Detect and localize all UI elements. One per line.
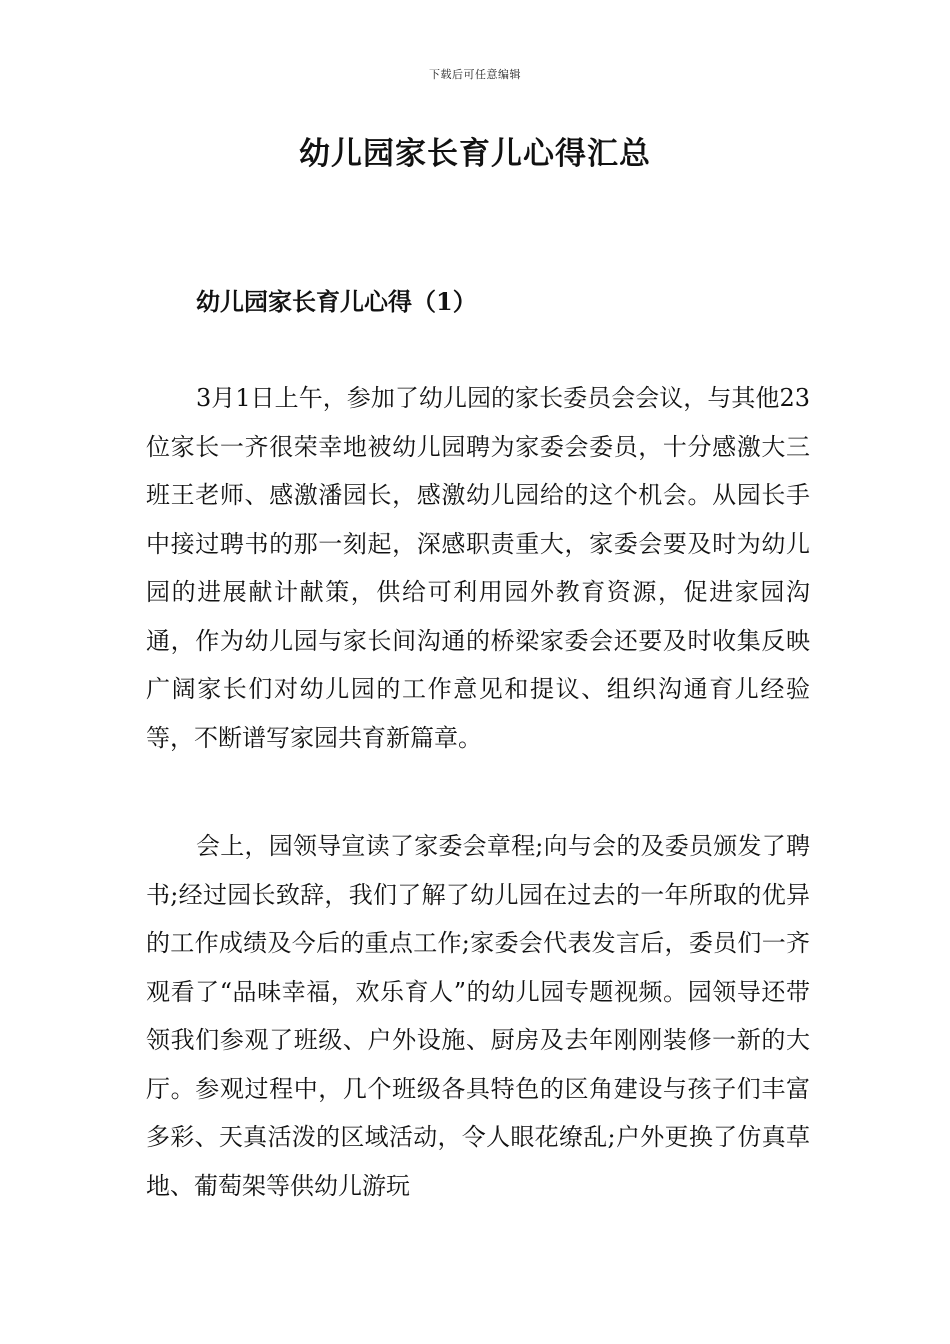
section-heading: 幼儿园家长育儿心得（1） — [196, 287, 477, 316]
document-title: 幼儿园家长育儿心得汇总 — [299, 136, 651, 172]
header-note: 下载后可任意编辑 — [429, 68, 521, 81]
body-paragraph: 会上，园领导宣读了家委会章程;向与会的及委员颁发了聘书;经过园长致辞，我们了解了幼儿园在过去的一年所取的优异的工作成绩及今后的重点工作;家委会代表发言后，委员们一齐观看了“品味幸福，欢乐育人”的幼儿园专题视频。园领导还带领我们参观了班级、户外设施、厨房及去年刚刚装修一新的大厅。参观过程中，几个班级各具特色的区角建设与孩子们丰富多彩、天真活泼的区域活动，令人眼花缭乱;户外更换了仿真草地、葡萄架等供幼儿游玩 — [146, 832, 810, 1200]
body-paragraph: 3月1日上午，参加了幼儿园的家长委员会会议，与其他23位家长一齐很荣幸地被幼儿园聘为家委会委员，十分感激大三班王老师、感激潘园长，感激幼儿园给的这个机会。从园长手中接过聘书的那一刻起，深感职责重大，家委会要及时为幼儿园的进展献计献策，供给可利用园外教育资源，促进家园沟通，作为幼儿园与家长间沟通的桥梁家委会还要及时收集反映广阔家长们对幼儿园的工作意见和提议、组织沟通育儿经验等，不断谱写家园共育新篇章。 — [146, 384, 810, 752]
